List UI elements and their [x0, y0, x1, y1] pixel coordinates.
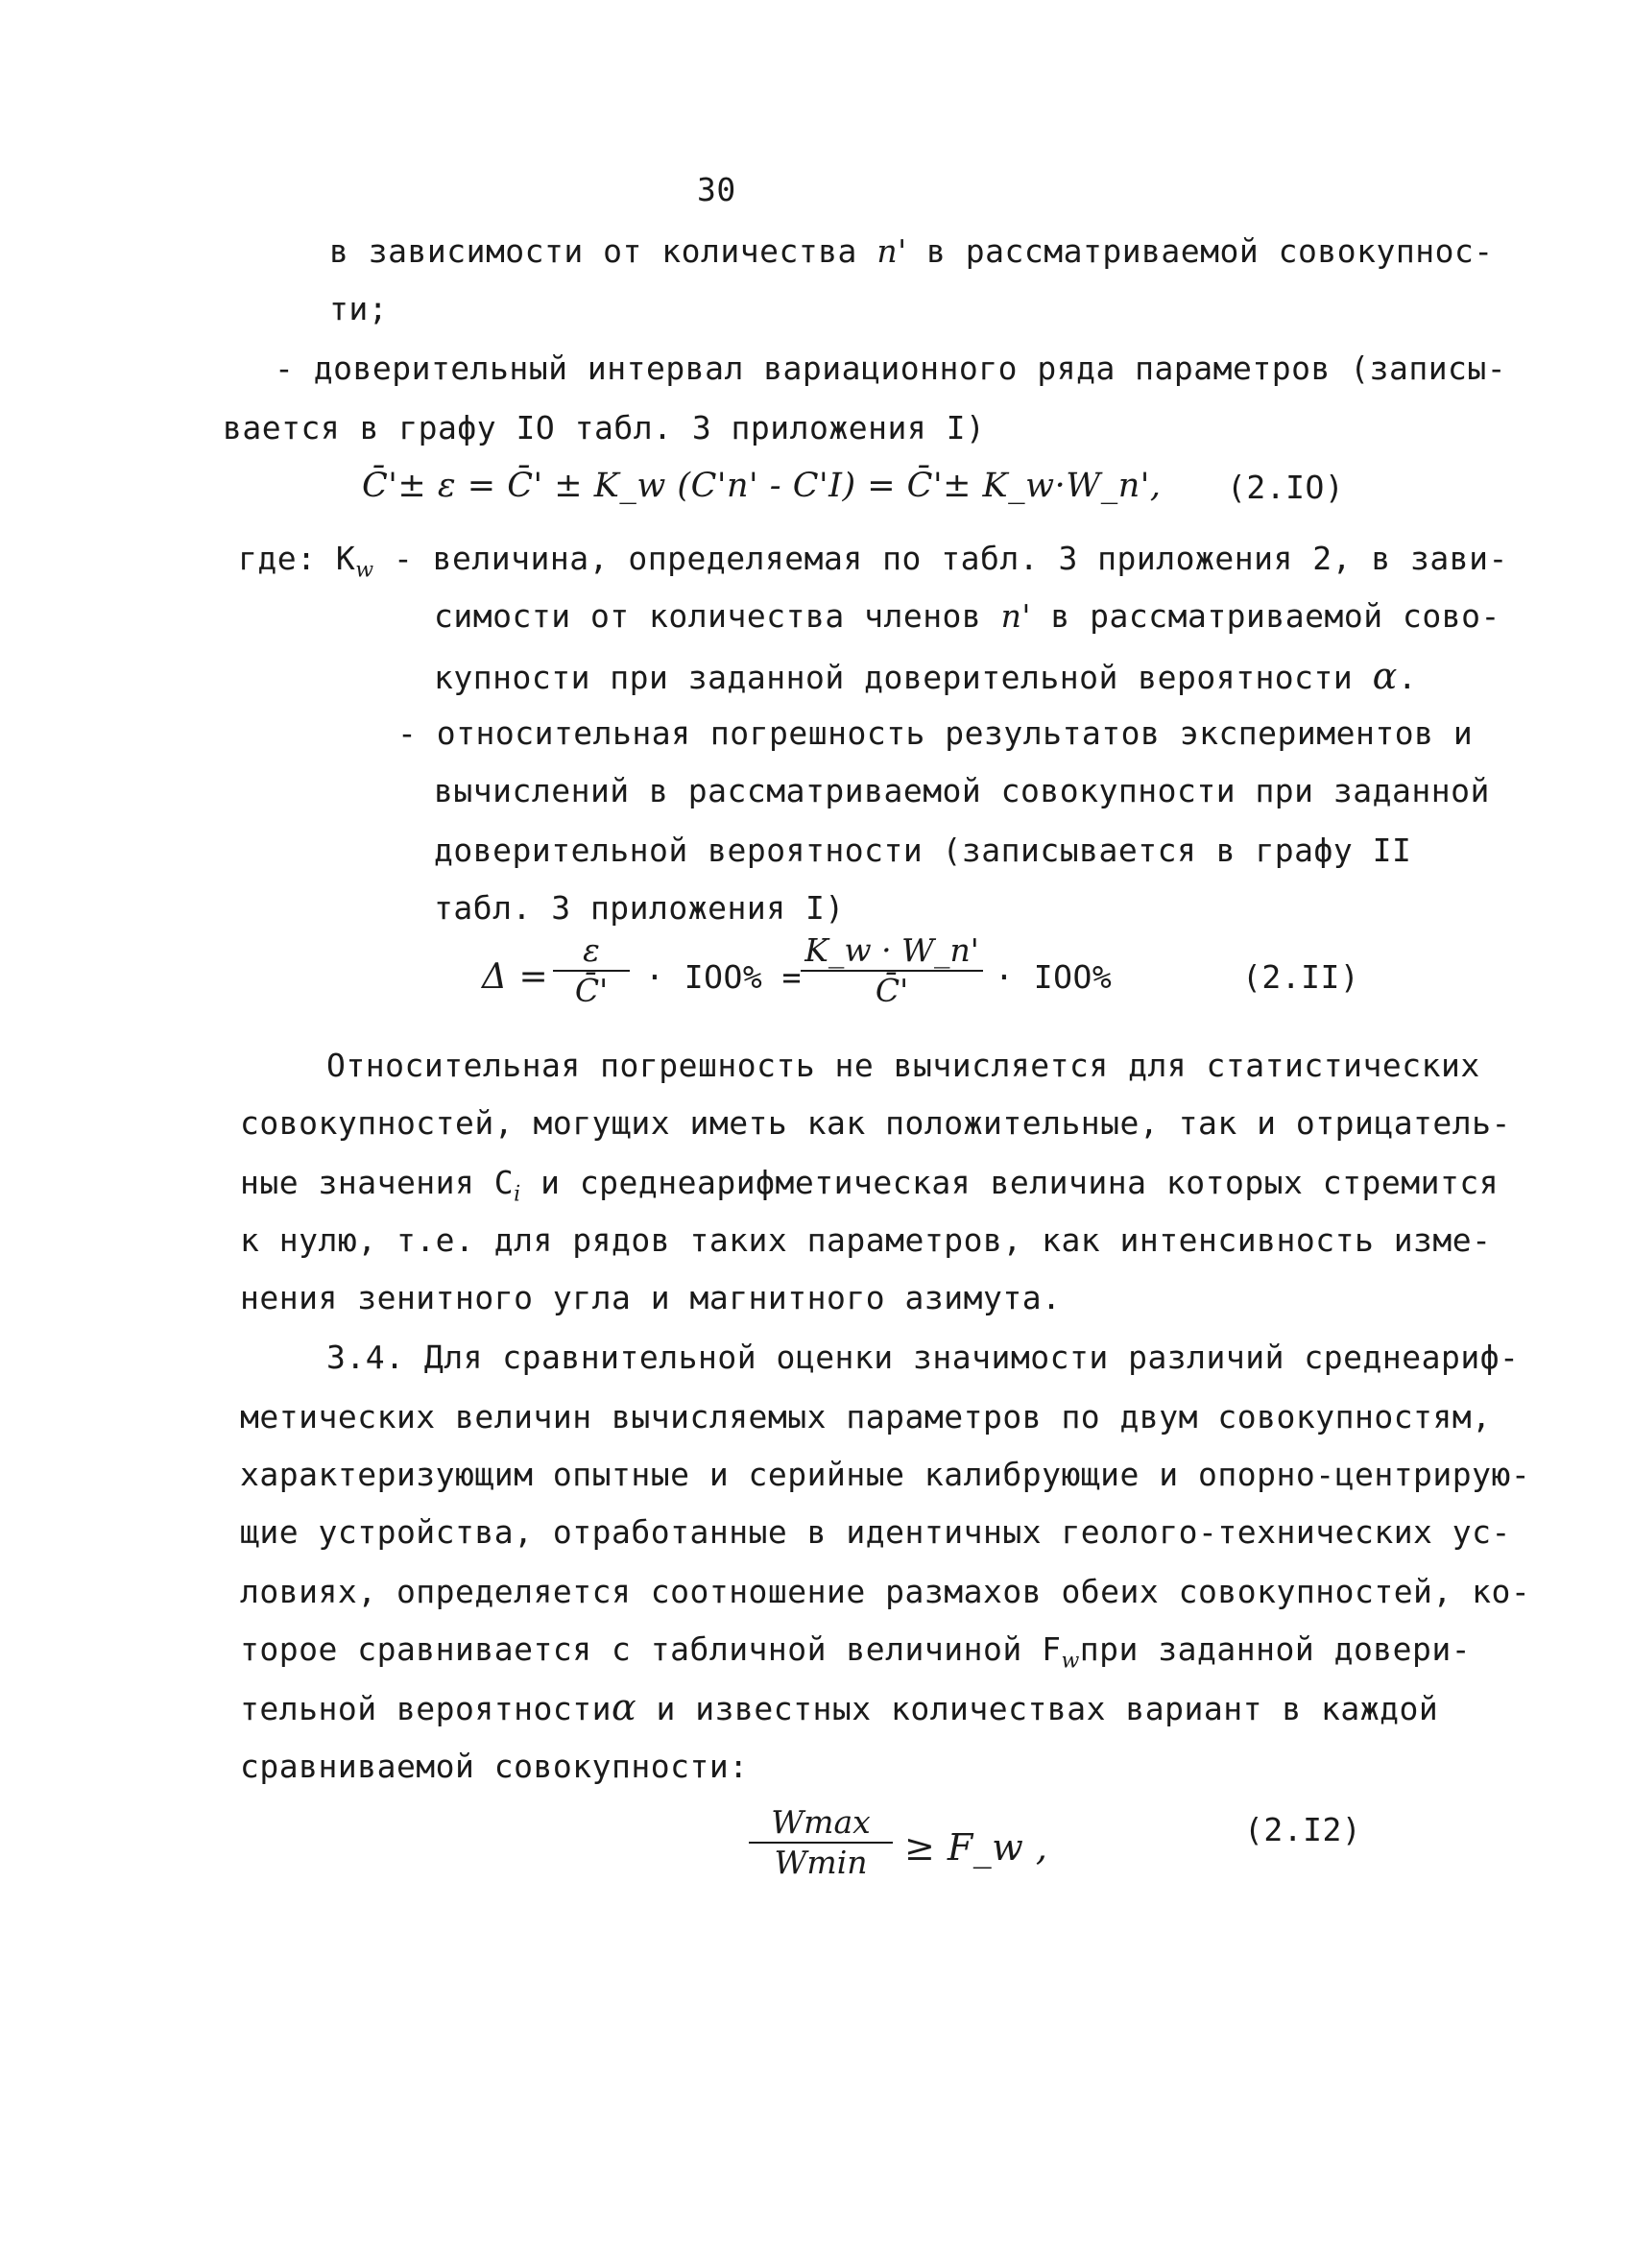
fraction-numerator: ε	[583, 931, 600, 969]
fraction-denominator: Wmin	[774, 1844, 868, 1881]
fraction-wmax-over-wmin	[749, 1805, 893, 1880]
paragraph-line	[240, 1688, 1438, 1728]
text-segment: в зависимости от количества	[329, 232, 857, 270]
definition-line: табл. 3 приложения I)	[434, 889, 845, 927]
text-segment: в рассматриваемой сово-	[1050, 597, 1500, 635]
paragraph-line: Относительная погрешность не вычисляется для статистических	[326, 1047, 1480, 1084]
equation-2-12-relation: ≥ F_w ,	[904, 1826, 1048, 1869]
text-segment: симости от количества членов	[434, 597, 982, 635]
definition-line: - относительная погрешность результатов экспериментов и	[397, 714, 1474, 752]
page-number: 30	[697, 171, 736, 208]
definition-line: доверительной вероятности (записывается в графу II	[434, 832, 1412, 869]
paragraph-line: 3.4. Для сравнительной оценки значимости различий среднеариф-	[326, 1339, 1520, 1376]
paragraph-line: характеризующим опытные и серийные калибрующие и опорно-центрирую-	[240, 1456, 1531, 1493]
equation-2-11-lhs: Δ =	[482, 957, 549, 997]
fraction-epsilon-over-c	[553, 933, 630, 1008]
definition-line	[238, 540, 1508, 591]
text-line: вается в графу IO табл. 3 приложения I)	[223, 409, 986, 446]
definition-line: купности при заданной доверительной вероятности α.	[434, 655, 1418, 697]
paragraph-line: ловиях, определяется соотношение размахов обеих совокупностей, ко-	[240, 1573, 1531, 1610]
equation-2-11-tail: · IOO%	[995, 958, 1113, 996]
subscript: i	[514, 1182, 521, 1207]
fraction-numerator: K_w · W_n'	[804, 931, 979, 969]
paragraph-line: сравниваемой совокупности:	[240, 1748, 749, 1785]
equation-label: (2.II)	[1242, 958, 1360, 996]
text-segment: ные значения C	[240, 1164, 515, 1201]
text-segment: в рассматриваемой совокупнос-	[926, 232, 1494, 270]
equation-2-10: C̄'± ε = C̄' ± K_w (C'n' - C'I) = C̄'± K_w·W_n',	[362, 467, 1162, 505]
text-segment: при заданной довери-	[1079, 1630, 1472, 1668]
fraction-kw-wn-over-c	[801, 933, 983, 1008]
fraction-denominator: C̄'	[574, 972, 609, 1009]
symbol-n-prime: n'	[1000, 597, 1031, 635]
paragraph-line	[240, 1630, 1471, 1681]
equation-2-11-mid: · IOO% =	[645, 958, 802, 996]
paragraph-line: щие устройства, отработанные в идентичных геолого-технических ус-	[240, 1513, 1511, 1551]
paragraph-line	[240, 1164, 1499, 1215]
text-segment: - величина, определяемая по табл. 3 приложения 2, в зави-	[393, 540, 1508, 577]
text-line: ти;	[329, 290, 389, 327]
text-segment: где: K	[238, 540, 356, 577]
text-line: - доверительный интервал вариационного ряда параметров (записы-	[275, 350, 1507, 387]
symbol-alpha: α	[1372, 655, 1398, 697]
text-segment: тельной вероятности	[240, 1690, 612, 1727]
text-line	[329, 232, 1494, 271]
subscript: w	[355, 558, 374, 583]
symbol-alpha: α	[612, 1686, 637, 1728]
paragraph-line: метических величин вычисляемых параметров по двум совокупностям,	[240, 1398, 1492, 1436]
text-segment: и среднеарифметическая величина которых стремится	[540, 1164, 1500, 1201]
symbol-n-prime: n'	[876, 232, 907, 270]
subscript: w	[1061, 1649, 1080, 1674]
equation-label: (2.I2)	[1244, 1811, 1362, 1848]
equation-label: (2.IO)	[1227, 469, 1345, 506]
fraction-numerator: Wmax	[771, 1803, 871, 1841]
text-segment: купности при заданной доверительной вероятности	[434, 659, 1354, 696]
fraction-denominator: C̄'	[875, 972, 909, 1009]
definition-line	[434, 597, 1500, 636]
text-segment: и известных количествах вариант в каждой	[656, 1690, 1439, 1727]
text-segment: торое сравнивается с табличной величиной F	[240, 1630, 1062, 1668]
paragraph-line: совокупностей, могущих иметь как положительные, так и отрицатель-	[240, 1104, 1511, 1142]
paragraph-line: нения зенитного угла и магнитного азимута.	[240, 1279, 1062, 1316]
definition-line: вычислений в рассматриваемой совокупности при заданной	[434, 772, 1490, 809]
paragraph-line: к нулю, т.е. для рядов таких параметров, как интенсивность изме-	[240, 1221, 1492, 1259]
